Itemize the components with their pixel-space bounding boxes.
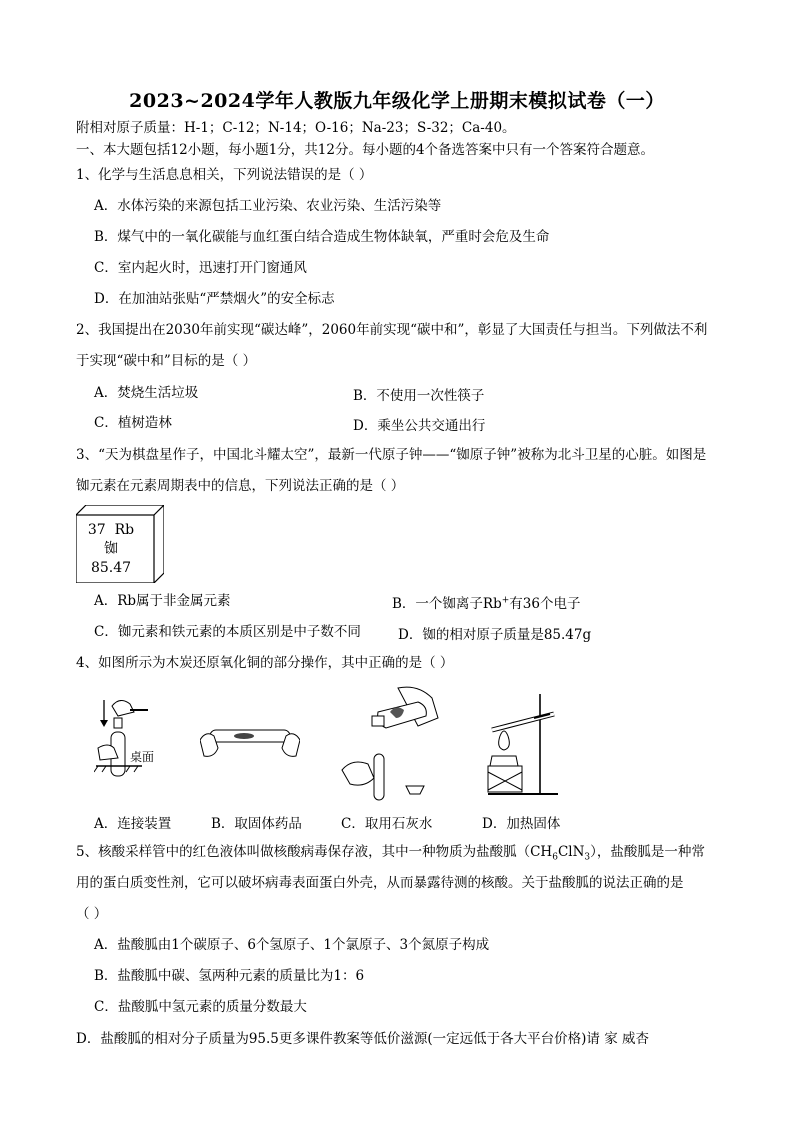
q2-option-b: B．不使用一次性筷子 — [353, 388, 485, 404]
q3-stem-line1: 3、“天为棋盘星作子，中国北斗耀太空”，最新一代原子钟——“铷原子钟”被称为北斗卫星的心脏。如图是 — [76, 447, 707, 463]
page-title: 2023~2024学年人教版九年级化学上册期末模拟试卷（一） — [129, 90, 665, 112]
q4-option-d: D．加热固体 — [482, 816, 561, 832]
q3-option-d: D．铷的相对原子质量是85.47g — [398, 627, 592, 643]
q3-option-a: A．Rb属于非金属元素 — [94, 593, 231, 609]
q4-option-b: B．取固体药品 — [211, 816, 302, 832]
q1-option-d: D．在加油站张贴“严禁烟火”的安全标志 — [94, 291, 335, 307]
q3-option-b: B．一个铷离子Rb+有36个电子 — [392, 595, 581, 612]
q2-stem-line1: 2、我国提出在2030年前实现“碳达峰”，2060年前实现“碳中和”，彰显了大国责任与担当。下列做法不利 — [76, 322, 708, 338]
figure-a-connect-apparatus — [94, 696, 184, 788]
element-name: 铷 — [104, 541, 118, 557]
q1-option-c: C．室内起火时，迅速打开门窗通风 — [94, 260, 307, 276]
figure-b-take-solid — [200, 712, 300, 770]
section-instructions: 一、本大题包括12小题，每小题1分，共12分。每小题的4个备选答案中只有一个答案符合题意。 — [76, 142, 655, 158]
q5-option-a: A．盐酸胍由1个碳原子、6个氢原子、1个氯原子、3个氮原子构成 — [94, 937, 490, 953]
element-info — [80, 521, 142, 578]
q4-option-c: C．取用石灰水 — [341, 816, 433, 832]
q2-option-a: A．焚烧生活垃圾 — [94, 385, 199, 401]
q1-option-b: B．煤气中的一氧化碳能与血红蛋白结合造成生物体缺氧，严重时会危及生命 — [94, 229, 550, 245]
figure-c-pour-limewater — [338, 684, 448, 804]
atomic-mass-note: 附相对原子质量：H-1；C-12；N-14；O-16；Na-23；S-32；Ca-40。 — [76, 120, 516, 136]
q2-stem-line2: 于实现“碳中和”目标的是（ ） — [76, 353, 257, 369]
q5-stem-line1: 5、核酸采样管中的红色液体叫做核酸病毒保存液，其中一种物质为盐酸胍$(CH_6ClN_3)$，盐酸胍是一种常 — [76, 844, 705, 863]
q3-option-c: C．铷元素和铁元素的本质区别是中子数不同 — [94, 624, 361, 640]
element-symbol: Rb — [114, 522, 135, 538]
q4-option-a: A．连接装置 — [94, 816, 172, 832]
q5-option-b: B．盐酸胍中碳、氢两种元素的质量比为1：6 — [94, 968, 365, 984]
q4-stem: 4、如图所示为木炭还原氧化铜的部分操作，其中正确的是（ ） — [76, 655, 454, 671]
q3-stem-line2: 铷元素在元素周期表中的信息，下列说法正确的是（ ） — [76, 478, 405, 494]
q1-stem: 1、化学与生活息息相关，下列说法错误的是（ ） — [76, 167, 373, 183]
figure-d-heat-solid — [478, 690, 578, 800]
q2-option-c: C．植树造林 — [94, 415, 172, 431]
desk-label: 桌面 — [130, 750, 155, 764]
atomic-number: 37 — [87, 522, 106, 538]
q5-option-c: C．盐酸胍中氢元素的质量分数最大 — [94, 999, 307, 1015]
q5-stem-line3: （ ） — [76, 906, 108, 922]
q5-option-d: D．盐酸胍的相对分子质量为95.5更多课件教案等低价滋源(一定远低于各大平台价格)请 家 威杏 — [76, 1031, 649, 1047]
q2-option-d: D．乘坐公共交通出行 — [353, 418, 486, 434]
q1-option-a: A．水体污染的来源包括工业污染、农业污染、生活污染等 — [94, 198, 442, 214]
atomic-mass: 85.47 — [90, 560, 132, 576]
q5-stem-line2: 用的蛋白质变性剂，它可以破坏病毒表面蛋白外壳，从而暴露待测的核酸。关于盐酸胍的说法正确的是 — [76, 875, 684, 891]
